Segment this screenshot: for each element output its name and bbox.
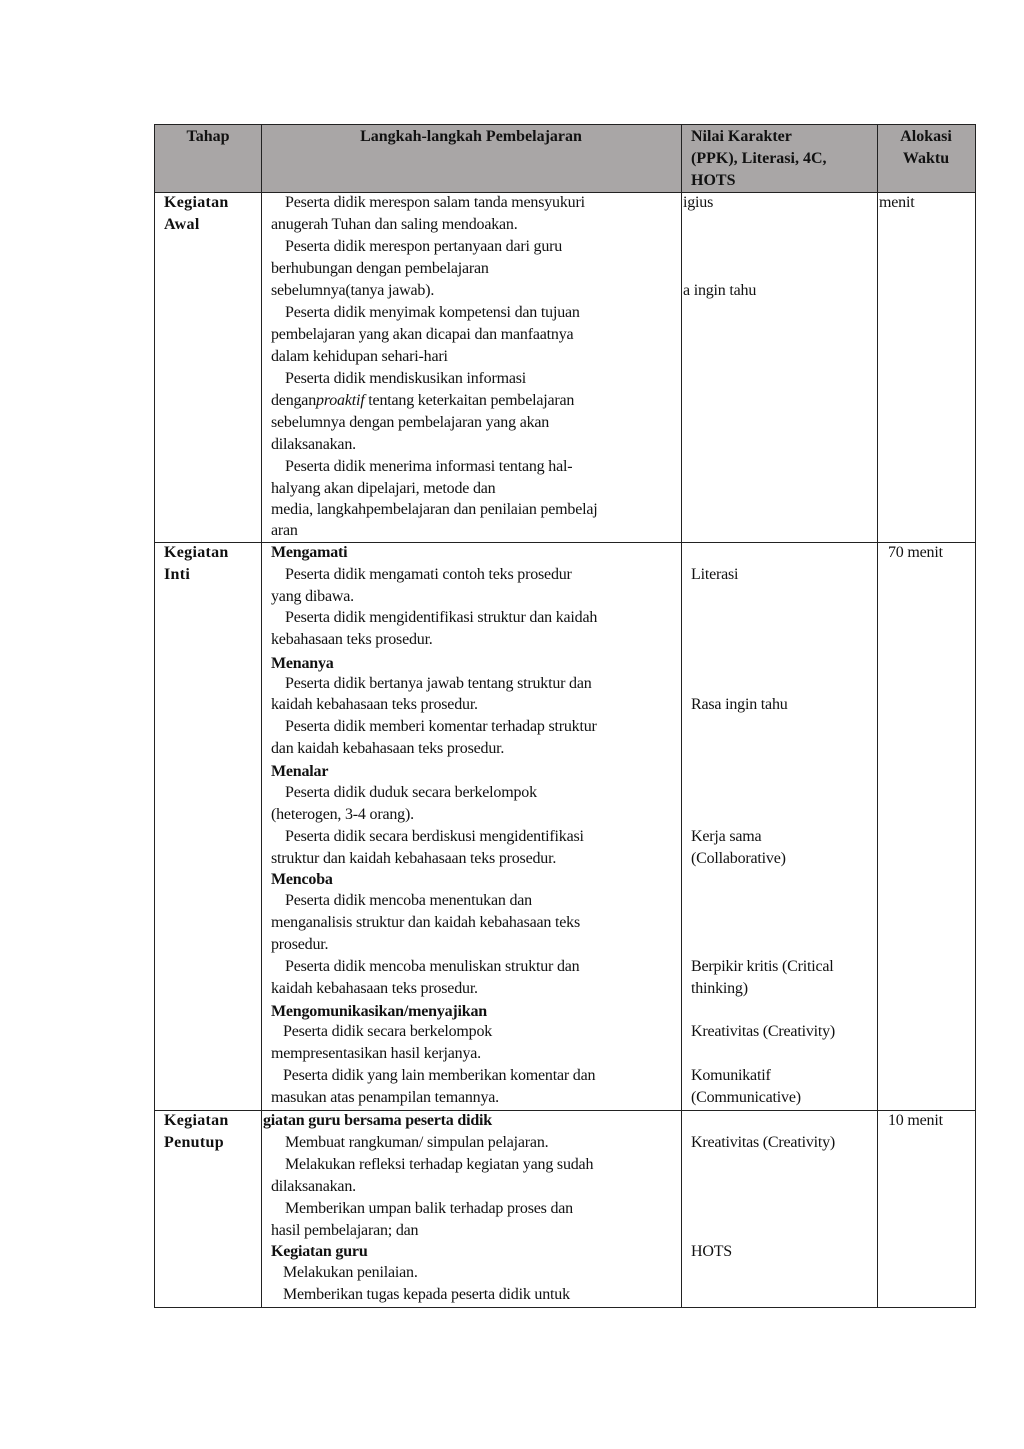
step-line: Peserta didik mengidentifikasi struktur dan kaidah [285,609,598,626]
heading-kegiatan-bersama: giatan guru bersama peserta didik [263,1112,492,1129]
heading-kegiatan-guru: Kegiatan guru [271,1243,368,1260]
value-kreativitas: Kreativitas (Creativity) [691,1134,836,1151]
stage-penutup-line1: Kegiatan [164,1112,229,1129]
step-line: media, langkahpembelajaran dan penilaian pembelaj [271,501,598,518]
header-alokasi-line2: Waktu [902,150,950,167]
step-line: kaidah kebahasaan teks prosedur. [271,696,478,713]
heading-mengamati: Mengamati [271,544,348,561]
value-kerja-sama: Kerja sama [691,828,762,845]
header-nilai-line1: Nilai Karakter [691,128,792,145]
step-text: dengan [271,392,317,409]
step-line: (heterogen, 3-4 orang). [271,806,414,823]
step-line: Peserta didik mendiskusikan informasi [285,370,527,387]
step-line: Peserta didik menyimak kompetensi dan tujuan [285,304,580,321]
step-line: berhubungan dengan pembelajaran [271,260,489,277]
step-line: sebelumnya(tanya jawab). [271,282,435,299]
value-rasa-ingin-tahu-partial: a ingin tahu [683,282,757,299]
time-inti: 70 menit [888,544,943,561]
step-line: Peserta didik merespon salam tanda mensyukuri [285,194,585,211]
step-line: Peserta didik secara berdiskusi mengidentifikasi [285,828,584,845]
stage-awal-line2: Awal [164,216,200,233]
heading-menanya: Menanya [271,655,334,672]
step-line: prosedur. [271,936,329,953]
step-line: mempresentasikan hasil kerjanya. [271,1045,481,1062]
step-line: yang dibawa. [271,588,354,605]
step-line: dalam kehidupan sehari-hari [271,348,448,365]
heading-mencoba: Mencoba [271,871,333,888]
step-line: Peserta didik secara berkelompok [283,1023,493,1040]
time-penutup: 10 menit [888,1112,943,1129]
header-alokasi-line1: Alokasi [900,128,952,145]
step-line: Peserta didik memberi komentar terhadap struktur [285,718,597,735]
step-line: Peserta didik menerima informasi tentang hal- [285,458,573,475]
heading-menalar: Menalar [271,763,329,780]
stage-inti-line1: Kegiatan [164,544,229,561]
value-literasi: Literasi [691,566,739,583]
step-line: hasil pembelajaran; dan [271,1222,419,1239]
step-line: anugerah Tuhan dan saling mendoakan. [271,216,518,233]
step-line: Melakukan refleksi terhadap kegiatan yang sudah [285,1156,594,1173]
step-line-mixed [271,390,574,412]
step-text-italic: proaktif [316,392,365,409]
value-berpikir-kritis: Berpikir kritis (Critical [691,958,834,975]
value-religius-partial: igius [683,194,714,211]
step-line: Peserta didik duduk secara berkelompok [285,784,537,801]
value-hots: HOTS [691,1243,732,1260]
value-collaborative: (Collaborative) [691,850,786,867]
column-divider [261,125,262,1307]
value-kreativitas: Kreativitas (Creativity) [691,1023,836,1040]
header-tahap: Tahap [186,128,230,145]
step-line: Peserta didik mengamati contoh teks prosedur [285,566,572,583]
value-communicative: (Communicative) [691,1089,801,1106]
step-line: Peserta didik yang lain memberikan komentar dan [283,1067,596,1084]
step-line: Peserta didik mencoba menuliskan struktur dan [285,958,580,975]
step-line: Melakukan penilaian. [283,1264,418,1281]
step-line: masukan atas penampilan temannya. [271,1089,499,1106]
step-line: kebahasaan teks prosedur. [271,631,433,648]
step-line: pembelajaran yang akan dicapai dan manfaatnya [271,326,574,343]
column-divider [681,125,682,1307]
step-line: kaidah kebahasaan teks prosedur. [271,980,478,997]
step-line: Peserta didik merespon pertanyaan dari guru [285,238,563,255]
step-line: dilaksanakan. [271,1178,356,1195]
header-nilai-line2: (PPK), Literasi, 4C, [691,150,827,167]
step-line: Memberikan umpan balik terhadap proses dan [285,1200,573,1217]
step-line: dan kaidah kebahasaan teks prosedur. [271,740,505,757]
step-line: sebelumnya dengan pembelajaran yang akan [271,414,550,431]
step-text: tentang keterkaitan pembelajaran [364,392,575,409]
value-rasa-ingin-tahu: Rasa ingin tahu [691,696,788,713]
stage-awal-line1: Kegiatan [164,194,229,211]
header-nilai-line3: HOTS [691,172,736,189]
step-line: aran [271,522,298,539]
lesson-plan-table [154,124,976,1308]
header-langkah: Langkah-langkah Pembelajaran [360,128,582,145]
step-line: dilaksanakan. [271,436,356,453]
step-line: struktur dan kaidah kebahasaan teks prosedur. [271,850,557,867]
step-line: Peserta didik bertanya jawab tentang struktur dan [285,675,592,692]
column-divider [877,125,878,1307]
time-awal: menit [879,194,915,211]
value-critical-thinking: thinking) [691,980,748,997]
step-line: Memberikan tugas kepada peserta didik untuk [283,1286,570,1303]
value-komunikatif: Komunikatif [691,1067,771,1084]
stage-inti-line2: Inti [164,566,191,583]
stage-penutup-line2: Penutup [164,1134,224,1151]
step-line: Membuat rangkuman/ simpulan pelajaran. [285,1134,549,1151]
step-line: Peserta didik mencoba menentukan dan [285,892,532,909]
step-line: halyang akan dipelajari, metode dan [271,480,496,497]
step-line: menganalisis struktur dan kaidah kebahasaan teks [271,914,580,931]
heading-mengomunikasikan: Mengomunikasikan/menyajikan [271,1003,487,1020]
